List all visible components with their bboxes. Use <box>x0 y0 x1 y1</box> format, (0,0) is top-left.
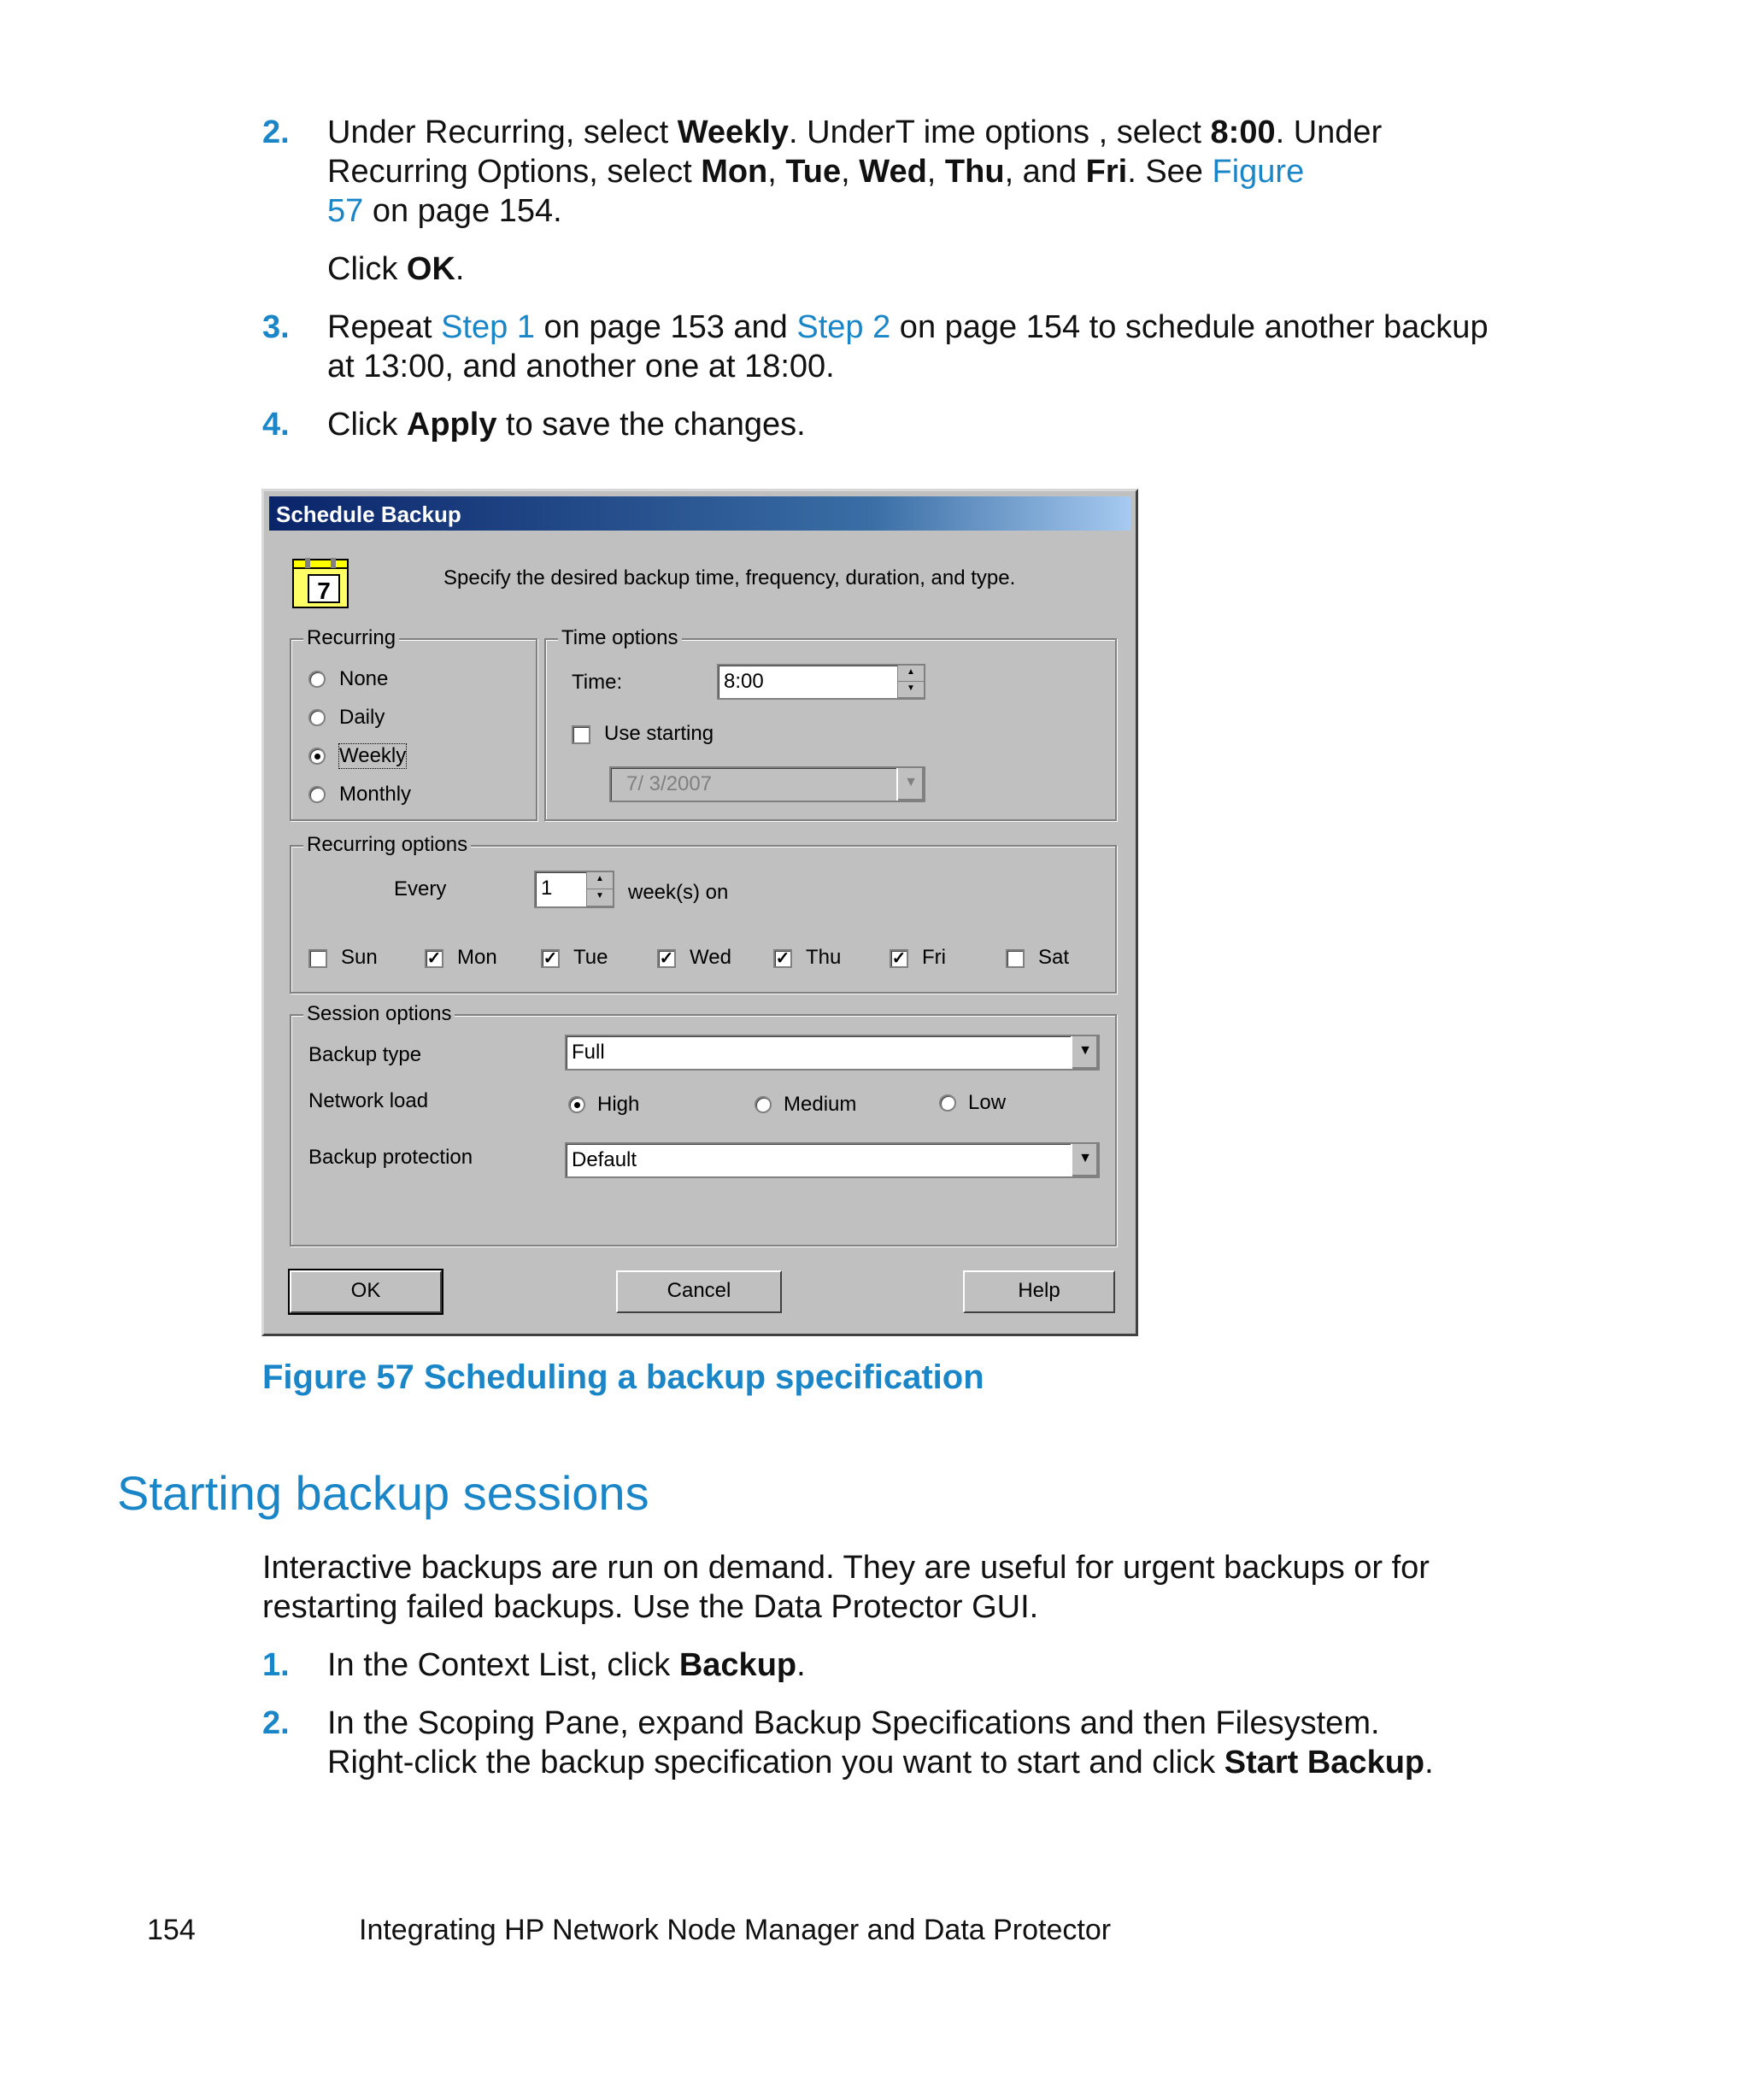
use-starting-label: Use starting <box>604 722 714 745</box>
step-1-link[interactable]: Step 1 <box>441 309 535 345</box>
intro-line-2: restarting failed backups. Use the Data Protector GUI. <box>262 1589 1039 1625</box>
radio-low-label: Low <box>968 1091 1007 1114</box>
time-options-group <box>544 626 1117 821</box>
time-label: Time: <box>572 671 623 694</box>
ok-button[interactable]: OK <box>290 1270 442 1313</box>
time-value: 8:00 <box>724 670 764 693</box>
checkbox-sun-label: Sun <box>341 946 378 969</box>
checkbox-sun[interactable] <box>308 949 327 968</box>
recurring-options-legend: Recurring options <box>303 833 471 857</box>
step-number: 4. <box>262 407 290 443</box>
backup-protection-label: Backup protection <box>308 1146 473 1169</box>
time-spin-buttons[interactable] <box>897 666 924 698</box>
radio-daily-label: Daily <box>339 706 385 729</box>
checkbox-mon[interactable]: ✓ <box>425 949 443 968</box>
every-value: 1 <box>541 877 553 900</box>
step-3-line-2: at 13:00, and another one at 18:00. <box>327 349 835 384</box>
checkbox-tue[interactable]: ✓ <box>541 949 560 968</box>
spin-up-icon[interactable]: ▲ <box>587 872 613 889</box>
bottom-step-2-line-2: Right-click the backup specification you want to start and click Start Backup. <box>327 1745 1434 1780</box>
radio-none-label: None <box>339 667 389 690</box>
recurring-group <box>290 626 537 821</box>
calendar-icon <box>291 558 351 609</box>
time-spinner[interactable] <box>717 664 925 700</box>
step-number: 3. <box>262 309 290 345</box>
figure-number-link[interactable]: 57 <box>327 193 364 229</box>
every-spin-buttons[interactable] <box>586 872 613 906</box>
step-2-line-3: 57 on page 154. <box>327 193 562 229</box>
recurring-legend: Recurring <box>303 626 399 650</box>
radio-monthly-label: Monthly <box>339 783 412 806</box>
weeks-on-label: week(s) on <box>628 881 729 904</box>
radio-weekly[interactable] <box>308 748 326 765</box>
backup-protection-value: Default <box>572 1148 637 1171</box>
backup-type-label: Backup type <box>308 1043 422 1066</box>
session-options-legend: Session options <box>303 1002 455 1026</box>
every-spinner[interactable] <box>534 871 614 908</box>
bottom-step-2-line-1: In the Scoping Pane, expand Backup Specifications and then Filesystem. <box>327 1705 1380 1741</box>
spin-up-icon[interactable]: ▲ <box>898 666 924 682</box>
radio-medium-label: Medium <box>784 1093 857 1116</box>
checkbox-thu-label: Thu <box>806 946 842 969</box>
spin-down-icon[interactable]: ▼ <box>898 682 924 698</box>
time-options-legend: Time options <box>558 626 682 650</box>
checkbox-thu[interactable]: ✓ <box>773 949 792 968</box>
step-2-line-2: Recurring Options, select Mon, Tue, Wed, Thu, and Fri. See Figure <box>327 154 1305 190</box>
spin-down-icon[interactable]: ▼ <box>587 889 613 906</box>
radio-daily[interactable] <box>308 709 326 726</box>
dialog-description: Specify the desired backup time, frequency, duration, and type. <box>443 566 1016 590</box>
step-3-line-1: Repeat Step 1 on page 153 and Step 2 on page 154 to schedule another backup <box>327 309 1489 345</box>
radio-none[interactable] <box>308 671 326 688</box>
dialog-title: Schedule Backup <box>276 502 461 527</box>
radio-monthly[interactable] <box>308 786 326 803</box>
svg-text:7: 7 <box>317 578 331 604</box>
checkbox-sat-label: Sat <box>1038 946 1070 969</box>
help-button[interactable]: Help <box>963 1270 1115 1313</box>
checkbox-fri[interactable]: ✓ <box>890 949 908 968</box>
footer-title: Integrating HP Network Node Manager and Data Protector <box>359 1914 1112 1946</box>
intro-line-1: Interactive backups are run on demand. They are useful for urgent backups or for <box>262 1550 1430 1586</box>
figure-caption: Figure 57 Scheduling a backup specification <box>262 1358 984 1396</box>
checkbox-sat[interactable] <box>1006 949 1025 968</box>
radio-medium[interactable] <box>755 1096 772 1113</box>
network-load-label: Network load <box>308 1089 429 1112</box>
chevron-down-icon[interactable]: ▼ <box>1071 1144 1098 1176</box>
checkbox-mon-label: Mon <box>457 946 497 969</box>
page-number: 154 <box>147 1914 196 1946</box>
start-date-dropdown[interactable] <box>609 766 925 802</box>
dialog-titlebar[interactable] <box>269 496 1130 531</box>
step-2-line-1: Under Recurring, select Weekly. UnderT ime options , select 8:00. Under <box>327 114 1383 150</box>
backup-type-value: Full <box>572 1041 605 1064</box>
checkbox-wed-label: Wed <box>690 946 731 969</box>
step-2-link[interactable]: Step 2 <box>796 309 891 345</box>
radio-low[interactable] <box>939 1094 956 1112</box>
bottom-step-1: In the Context List, click Backup. <box>327 1647 806 1683</box>
chevron-down-icon[interactable]: ▼ <box>1071 1036 1098 1069</box>
checkbox-fri-label: Fri <box>922 946 946 969</box>
radio-high[interactable] <box>568 1096 585 1113</box>
radio-high-label: High <box>597 1093 640 1116</box>
step-number: 1. <box>262 1647 290 1683</box>
backup-protection-dropdown[interactable] <box>565 1142 1100 1178</box>
step-4-line: Click Apply to save the changes. <box>327 407 806 443</box>
section-heading: Starting backup sessions <box>117 1466 649 1520</box>
step-2-click-ok: Click OK. <box>327 251 465 287</box>
session-options-group <box>290 1002 1117 1247</box>
start-date-value: 7/ 3/2007 <box>626 772 713 795</box>
every-label: Every <box>394 877 447 900</box>
checkbox-wed[interactable]: ✓ <box>657 949 676 968</box>
step-number: 2. <box>262 1705 290 1741</box>
checkbox-tue-label: Tue <box>573 946 608 969</box>
chevron-down-icon[interactable]: ▼ <box>896 768 924 801</box>
schedule-backup-dialog <box>261 489 1138 1336</box>
cancel-button[interactable]: Cancel <box>616 1270 782 1313</box>
radio-weekly-label: Weekly <box>339 744 407 767</box>
step-number: 2. <box>262 114 290 150</box>
recurring-options-group <box>290 833 1117 994</box>
use-starting-checkbox[interactable] <box>572 725 590 744</box>
backup-type-dropdown[interactable] <box>565 1035 1100 1071</box>
figure-link[interactable]: Figure <box>1212 154 1305 190</box>
